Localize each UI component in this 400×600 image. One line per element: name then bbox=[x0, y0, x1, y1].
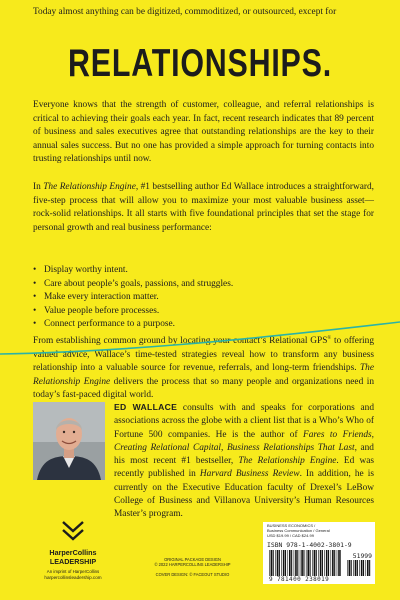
book-title: The Relationship Engine bbox=[238, 456, 337, 467]
list-item: • Care about people’s goals, passions, and struggles. bbox=[33, 278, 233, 292]
author-bio bbox=[114, 401, 374, 522]
category-text bbox=[267, 524, 330, 538]
credits-line-1: ORIGINAL PACKAGE DESIGN bbox=[164, 557, 221, 562]
barcode-panel bbox=[263, 522, 375, 584]
list-item: • Display worthy intent. bbox=[33, 264, 233, 278]
isbn-text: ISBN 978-1-4002-3801-9 bbox=[267, 541, 352, 549]
publisher-block bbox=[33, 520, 113, 581]
book-title: The Relationship Engine bbox=[43, 182, 136, 192]
paragraph-2-text-b: , #1 bestselling author Ed Wallace introduces a straightforward, five-step process that will allow you to maximize your most valuable business asset—rock-solid relationships. It all starts with five foundational principles that set the stage for personal growth and real business performance: bbox=[33, 182, 374, 233]
decorative-curve bbox=[0, 318, 400, 358]
credits-line-3: COVER DESIGN: © FACEOUT STUDIO bbox=[155, 571, 230, 577]
book-title: The Relationship Engine bbox=[33, 363, 374, 387]
price-code: 51999 bbox=[352, 552, 372, 560]
paragraph-2 bbox=[33, 181, 374, 235]
author-bio-text-b: , and his most recent #1 bestseller, bbox=[114, 442, 374, 467]
harpercollins-logo-icon bbox=[60, 520, 86, 542]
publisher-name-line-2: LEADERSHIP bbox=[49, 556, 97, 566]
credits-line-2: © 2022 HARPERCOLLINS LEADERSHIP bbox=[154, 562, 231, 568]
author-book-titles: Fares to Friends, Creating Relational Capital, Business Relationships That Last bbox=[114, 429, 374, 453]
publication-title: Harvard Business Review bbox=[199, 469, 300, 480]
list-item: • Make every interaction matter. bbox=[33, 291, 233, 305]
author-name: ED WALLACE bbox=[114, 402, 178, 412]
author-bio-text-d: . In addition, he is currently on the Executive Education faculty of Drexel’s LeBow College of Business and Villanova University’s Human Resources Master’s program. bbox=[114, 469, 374, 520]
price-barcode-icon bbox=[347, 560, 371, 576]
author-bio-text-c: . Ed was recently published in bbox=[114, 456, 374, 480]
publisher-name-line-1: HarperCollins bbox=[49, 548, 97, 557]
intro-line: Today almost anything can be digitized, commoditized, or outsourced, except for bbox=[33, 7, 337, 17]
registered-mark: ® bbox=[327, 336, 332, 341]
barcode-icon bbox=[269, 550, 341, 576]
headline: RELATIONSHIPS. bbox=[68, 42, 332, 85]
publisher-imprint: An imprint of HarperCollins bbox=[46, 569, 100, 575]
category-line-2: Business Communication / General bbox=[267, 527, 330, 533]
barcode-digits: 9 781400 238019 bbox=[269, 576, 330, 583]
list-item: • Connect performance to a purpose. bbox=[33, 318, 233, 332]
author-bio-text-a: consults with and speaks for corporations and associations across the globe with a client list that is a Who’s Who of Fortune 500 companies. He is the author of bbox=[114, 403, 374, 440]
paragraph-3-text-a: From establishing common ground by locating your contact’s Relational GPS bbox=[33, 336, 328, 347]
paragraph-3-text-b: to offering valued advice, Wallace’s time-tested strategies reveal how to transform any business relationship into a valuable source for revenue, referrals, and long-term friendships. bbox=[33, 336, 374, 374]
author-photo bbox=[33, 402, 105, 480]
paragraph-2-text-a: In bbox=[33, 182, 44, 192]
list-item: • Value people before processes. bbox=[33, 305, 233, 319]
category-line-1: BUSINESS ECONOMICS / bbox=[267, 523, 316, 528]
publisher-url: harpercollinsleadership.com bbox=[44, 575, 102, 581]
publisher-name bbox=[33, 549, 113, 566]
paragraph-3-text-c: delivers the process that so many people and organizations need in today’s fast-paced digital world. bbox=[33, 376, 374, 401]
price-line: USD $19.99 / CAD $24.99 bbox=[267, 532, 314, 538]
paragraph-1: Everyone knows that the strength of customer, colleague, and referral relationships is critical to achieving their goals each year. In fact, recent research indicates that 89 percent of business and sales executives agree that outstanding relationships are the key to their annual sales success. But no one has provided a simple approach for turning contacts into trusting relationships until now. bbox=[33, 100, 374, 165]
design-credits bbox=[140, 557, 245, 577]
